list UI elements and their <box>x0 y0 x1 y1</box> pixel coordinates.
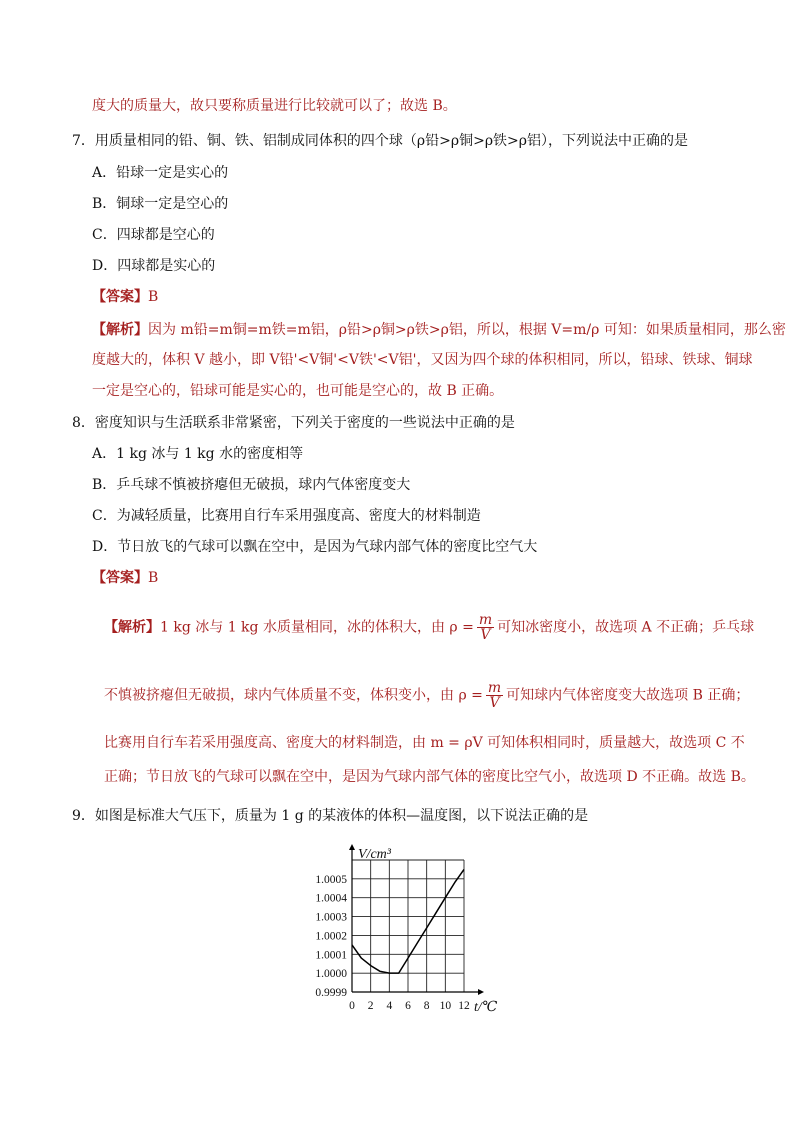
q8-answer <box>92 568 158 588</box>
q7-explanation-line-2: 度越大的，体积 V 越小，即 V铅'<V铜'<V铁'<V铝'，又因为四个球的体积相同，所以，铅球、铁球、铜球 <box>92 352 753 368</box>
x-tick-label: 10 <box>439 1000 452 1012</box>
q9-stem: 9．如图是标准大气压下，质量为 1 g 的某液体的体积—温度图，以下说法正确的是 <box>72 808 589 824</box>
explain-label: 【解析】 <box>104 619 160 636</box>
answer-label: 【答案】 <box>92 570 148 586</box>
explain-text: 1 kg 冰与 1 kg 水质量相同，冰的体积大，由 ρ = <box>160 619 474 636</box>
explain-label: 【解析】 <box>92 322 148 338</box>
q7-option-d: D．四球都是实心的 <box>92 258 216 274</box>
explain-text: 不慎被挤瘪但无破损，球内气体质量不变，体积变小，由 ρ = <box>104 687 483 704</box>
answer-value: B <box>148 570 159 586</box>
x-tick-label: 4 <box>386 1000 393 1012</box>
q8-explanation-line-1 <box>104 613 754 642</box>
density-fraction: $\frac{m}{V}$ <box>487 680 502 711</box>
q8-explanation-line-3: 比赛用自行车若采用强度高、密度大的材料制造，由 m = ρV 可知体积相同时，质量越大，故选项 C 不 <box>104 735 745 751</box>
q8-option-a: A．1 kg 冰与 1 kg 水的密度相等 <box>92 446 304 462</box>
q7-explanation-line-3: 一定是空心的，铅球可能是实心的，也可能是空心的，故 B 正确。 <box>92 383 504 399</box>
q7-option-b: B．铜球一定是空心的 <box>92 196 229 212</box>
q8-explanation-line-4: 正确；节日放飞的气球可以飘在空中，是因为气球内部气体的密度比空气小，故选项 D 不正确。故选 B。 <box>104 769 755 785</box>
explain-text: 可知球内气体密度变大故选项 B 正确； <box>506 687 750 704</box>
q7-option-a: A．铅球一定是实心的 <box>92 165 229 181</box>
x-tick-label: 8 <box>423 1000 430 1012</box>
y-tick-label: 1.0004 <box>315 892 347 905</box>
q8-stem: 8．密度知识与生活联系非常紧密，下列关于密度的一些说法中正确的是 <box>72 415 515 431</box>
density-fraction: $\frac{m}{V}$ <box>478 612 493 643</box>
q8-option-d: D．节日放飞的气球可以飘在空中，是因为气球内部气体的密度比空气大 <box>92 539 538 555</box>
x-axis-arrow <box>478 989 484 995</box>
q7-stem: 7．用质量相同的铅、铜、铁、铝制成同体积的四个球（ρ铅>ρ铜>ρ铁>ρ铝），下列说法中正确的是 <box>72 133 689 149</box>
y-tick-label: 1.0005 <box>315 873 347 886</box>
answer-label: 【答案】 <box>92 289 148 305</box>
y-tick-label: 1.0002 <box>315 930 347 943</box>
y-tick-label: 0.9999 <box>315 987 347 999</box>
q7-option-c: C．四球都是空心的 <box>92 227 215 243</box>
q8-explanation-line-2 <box>104 681 749 710</box>
y-tick-label: 1.0003 <box>315 911 347 924</box>
x-tick-label: 12 <box>458 1000 470 1012</box>
q7-answer <box>92 287 158 307</box>
y-axis-arrow <box>349 844 355 850</box>
x-axis-label: t/℃ <box>474 1000 498 1015</box>
q8-option-c: C．为减轻质量，比赛用自行车采用强度高、密度大的材料制造 <box>92 508 481 524</box>
x-tick-label: 0 <box>349 1000 355 1012</box>
x-tick-label: 6 <box>405 1000 411 1012</box>
y-tick-label: 1.0001 <box>315 949 347 962</box>
explain-text: 因为 m铅=m铜=m铁=m铝，ρ铅>ρ铜>ρ铁>ρ铝，所以，根据 V=m/ρ 可知：如果质量相同，那么密 <box>148 322 786 338</box>
volume-temperature-chart <box>296 840 526 1015</box>
y-axis-label: V/cm³ <box>358 847 391 862</box>
y-tick-label: 1.0000 <box>315 968 347 981</box>
q8-option-b: B．乒乓球不慎被挤瘪但无破损，球内气体密度变大 <box>92 477 411 493</box>
q7-explanation-line-1 <box>92 320 786 340</box>
explain-text: 可知冰密度小，故选项 A 不正确；乒乓球 <box>497 619 755 636</box>
answer-value: B <box>148 289 159 305</box>
q6-explanation-tail: 度大的质量大，故只要称质量进行比较就可以了；故选 B。 <box>92 98 457 114</box>
x-tick-label: 2 <box>367 1000 374 1012</box>
